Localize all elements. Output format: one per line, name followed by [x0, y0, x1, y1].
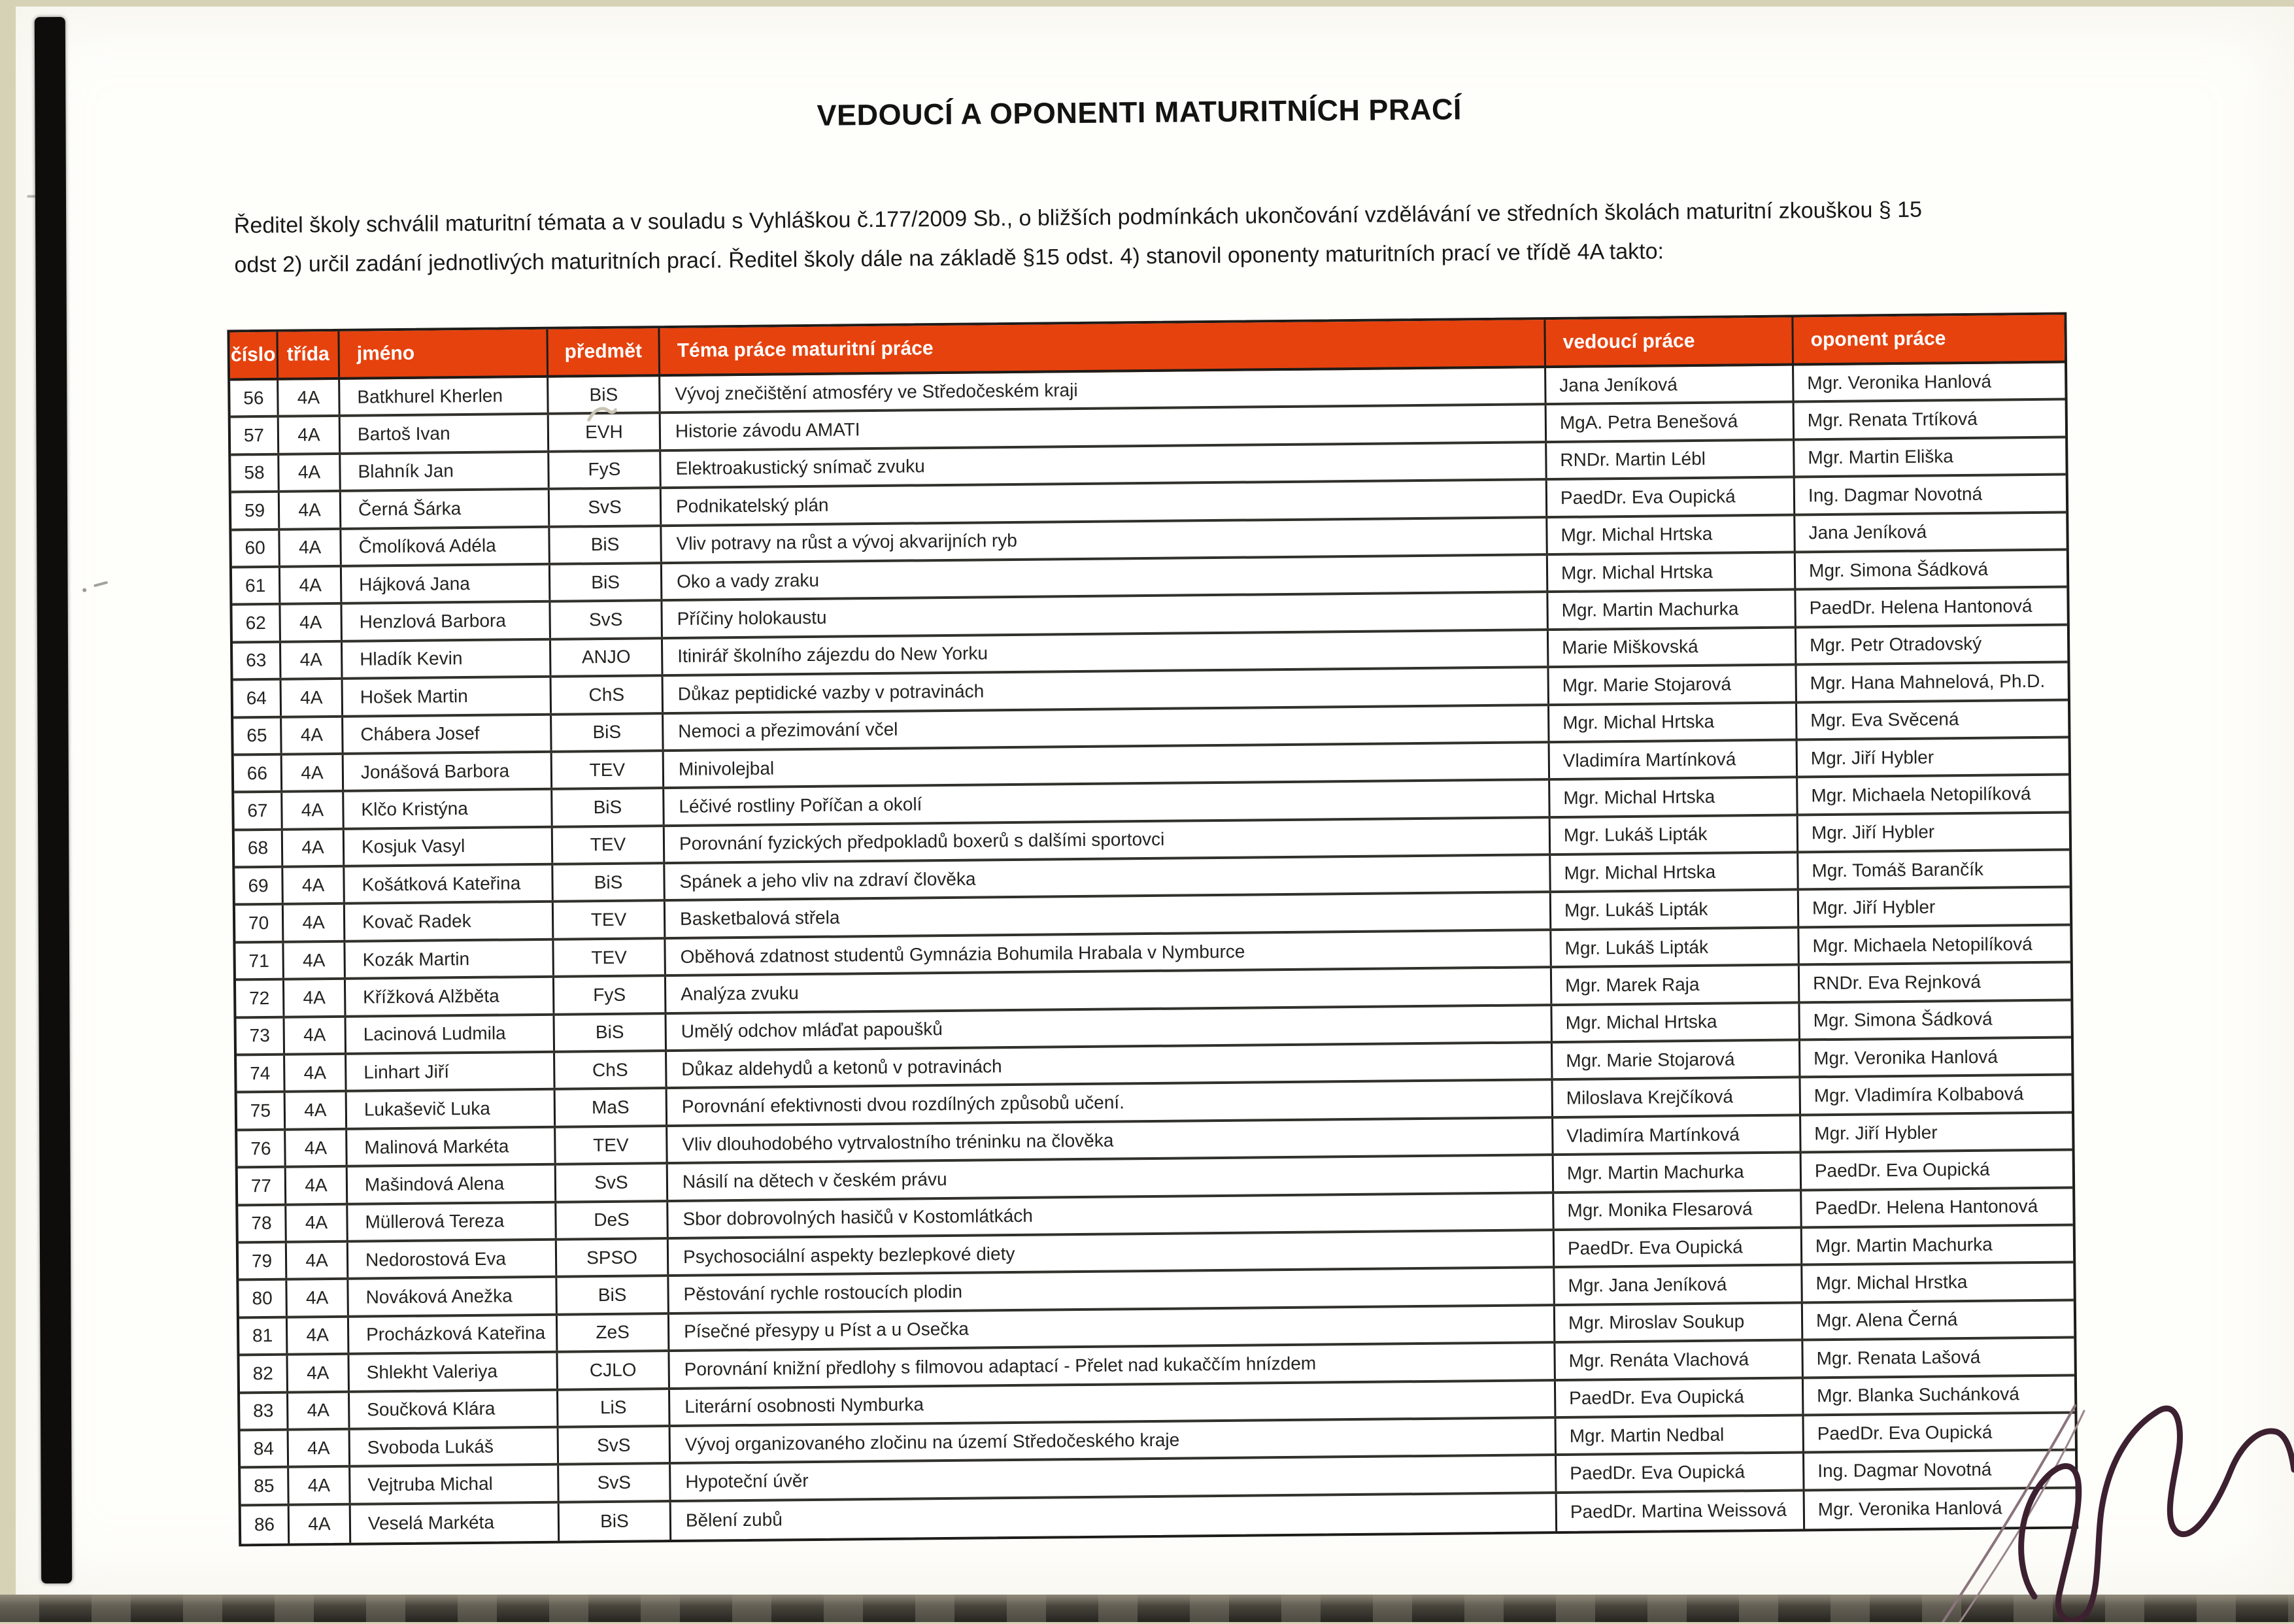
cell-oponent: Mgr. Veronika Hanlová [1817, 1497, 2002, 1520]
cell-cislo: 77 [238, 1168, 287, 1204]
cell-cislo: 71 [235, 943, 284, 979]
cell-trida: 4A [286, 1092, 348, 1128]
cell-predmet: SvS [550, 601, 663, 637]
cell-cislo: 74 [237, 1056, 286, 1091]
cell-trida: 4A [278, 380, 341, 415]
cell-jmeno: Jonášová Barbora [344, 753, 552, 790]
cell-jmeno: Svoboda Lukáš [350, 1429, 559, 1465]
column-header-tema: Téma práce maturitní práce [660, 320, 1546, 374]
cell-vedouci: Mgr. Michal Hrtska [1550, 779, 1798, 816]
cell-tema: Basketbalová střela [666, 894, 1551, 937]
intro-paragraph [234, 188, 2131, 285]
cell-predmet: BiS [554, 1015, 667, 1051]
cell-oponent: PaedDr. Helena Hantonová [1809, 596, 2033, 618]
cell-trida: 4A [285, 1017, 347, 1053]
cell-vedouci: Mgr. Martin Machurka [1554, 1154, 1802, 1191]
cell-predmet: SvS [559, 1427, 671, 1463]
cell-jmeno: Malinová Markéta [347, 1128, 556, 1165]
cell-trida: 4A [282, 717, 344, 753]
cell-cislo: 56 [230, 381, 279, 416]
cell-trida: 4A [284, 943, 346, 978]
column-header-jmeno: jméno [339, 330, 548, 377]
cell-oponent: Mgr. Petr Otradovský [1810, 634, 1982, 656]
cell-predmet: TEV [554, 902, 666, 938]
cell-jmeno: Shlekht Valeriya [349, 1353, 558, 1390]
cell-predmet: TEV [556, 1127, 668, 1163]
cell-jmeno: Kovač Radek [345, 903, 554, 939]
cell-predmet: DeS [556, 1202, 669, 1238]
cell-trida: 4A [288, 1393, 350, 1428]
cell-predmet: ANJO [551, 639, 664, 675]
cell-tema: Porovnání fyzických předpokladů boxerů s dalšími sportovci [665, 819, 1551, 862]
cell-cislo: 70 [235, 905, 284, 941]
cell-oponent: Mgr. Michaela Netopilíková [1811, 783, 2031, 806]
cell-oponent: Ing. Dagmar Novotná [1817, 1459, 1992, 1481]
cell-tema: Písečné přesypy u Píst a u Osečka [669, 1306, 1555, 1349]
cell-oponent: Jana Jeníková [1808, 521, 1927, 543]
cell-oponent: Mgr. Martin Machurka [1815, 1234, 1993, 1256]
cell-jmeno: Nováková Anežka [348, 1278, 557, 1315]
cell-tema: Násilí na dětech v českém právu [668, 1156, 1554, 1199]
cell-predmet: BiS [553, 864, 666, 900]
cell-trida: 4A [286, 1168, 348, 1203]
cell-oponent: Mgr. Tomáš Barančík [1812, 858, 1984, 881]
maturita-table [227, 312, 2078, 1546]
cell-oponent: Mgr. Jiří Hybler [1811, 821, 1935, 843]
cell-tema: Vývoj organizovaného zločinu na území Středočeského kraje [671, 1419, 1557, 1462]
cell-jmeno: Linhart Jiří [346, 1053, 555, 1090]
cell-trida: 4A [290, 1505, 352, 1543]
cell-predmet: BiS [550, 527, 662, 563]
page-title: VEDOUCÍ A OPONENTI MATURITNÍCH PRACÍ [817, 92, 1462, 132]
cell-jmeno: Hladík Kevin [343, 641, 551, 677]
cell-tema: Bělení zubů [671, 1494, 1557, 1540]
cell-tema: Sbor dobrovolných hasičů v Kostomlátkách [668, 1194, 1554, 1237]
cell-tema: Umělý odchov mláďat papoušků [666, 1006, 1552, 1049]
cell-trida: 4A [282, 792, 345, 828]
cell-tema: Elektroakustický snímač zvuku [661, 443, 1547, 486]
cell-oponent: PaedDr. Eva Oupická [1814, 1159, 1990, 1181]
cell-jmeno: Mašindová Alena [348, 1166, 556, 1202]
cell-jmeno: Lukaševič Luka [347, 1091, 556, 1127]
cell-jmeno: Kosjuk Vasyl [345, 828, 553, 864]
cell-tema: Analýza zvuku [666, 968, 1552, 1011]
cell-predmet: BiS [552, 789, 665, 825]
cell-jmeno: Blahník Jan [341, 453, 549, 490]
cell-vedouci: Miloslava Krejčíková [1553, 1079, 1801, 1116]
cell-vedouci: Mgr. Monika Flesarová [1554, 1191, 1802, 1228]
cell-predmet: EVH [549, 414, 662, 450]
cell-vedouci: Mgr. Lukáš Lipták [1551, 891, 1799, 928]
cell-vedouci: Mgr. Miroslav Soukup [1555, 1304, 1803, 1341]
cell-vedouci: Mgr. Marie Stojarová [1553, 1041, 1800, 1078]
cell-vedouci: Mgr. Lukáš Lipták [1551, 928, 1799, 966]
cell-cislo: 61 [232, 568, 281, 603]
cell-vedouci: Mgr. Michal Hrtska [1547, 516, 1795, 553]
cell-trida: 4A [283, 830, 345, 866]
cell-predmet: BiS [548, 377, 661, 413]
cell-tema: Porovnání efektivnosti dvou rozdílných způsobů učení. [667, 1081, 1553, 1125]
cell-cislo: 57 [231, 418, 280, 453]
cell-tema: Vývoj znečištění atmosféry ve Středočeském kraji [660, 368, 1546, 411]
signature-main-stroke [2021, 1408, 2294, 1621]
cell-cislo: 79 [239, 1243, 288, 1279]
cell-tema: Spánek a jeho vliv na zdraví člověka [665, 856, 1551, 899]
cell-trida: 4A [284, 905, 346, 940]
cell-vedouci: PaedDr. Eva Oupická [1557, 1454, 1804, 1491]
cell-cislo: 69 [235, 868, 284, 904]
cell-jmeno: Chábera Josef [343, 715, 552, 752]
cell-jmeno: Křížková Alžběta [346, 978, 554, 1015]
cell-jmeno: Hošek Martin [343, 678, 552, 715]
cell-oponent: Mgr. Michal Hrstka [1815, 1272, 1968, 1294]
cell-oponent: RNDr. Eva Rejnková [1812, 971, 1982, 994]
cell-cislo: 80 [239, 1281, 288, 1316]
cell-oponent: Mgr. Blanka Suchánková [1817, 1383, 2020, 1406]
cell-oponent: Mgr. Vladimíra Kolbabová [1813, 1083, 2024, 1106]
cell-oponent: Mgr. Jiří Hybler [1812, 896, 1936, 919]
cell-cislo: 85 [241, 1468, 290, 1504]
cell-trida: 4A [280, 605, 343, 640]
cell-vedouci: Mgr. Lukáš Lipták [1551, 816, 1798, 853]
cell-vedouci: Mgr. Martin Nedbal [1556, 1416, 1804, 1453]
intro-line-1: Ředitel školy schválil maturitní témata a v souladu s Vyhláškou č.177/2009 Sb., o bližších podmínkách ukončování vzdělávání ve středních školách maturitní zkouškou § 15 [233, 197, 1923, 239]
cell-tema: Důkaz aldehydů a ketonů v potravinách [667, 1043, 1553, 1087]
table-body [230, 364, 2076, 1544]
cell-oponent: Mgr. Veronika Hanlová [1807, 371, 1992, 393]
cell-cislo: 72 [236, 981, 285, 1016]
cell-jmeno: Veselá Markéta [351, 1503, 560, 1542]
cell-jmeno: Procházková Kateřina [349, 1315, 558, 1352]
cell-vedouci: Mgr. Michal Hrtska [1552, 1004, 1800, 1041]
cell-vedouci: Mgr. Marek Raja [1552, 966, 1800, 1004]
cell-oponent: Mgr. Simona Šádková [1808, 558, 1989, 581]
cell-tema: Itinirář školního zájezdu do New Yorku [663, 631, 1549, 674]
column-header-predmet: předmět [548, 328, 660, 375]
column-header-cislo: číslo [229, 332, 278, 379]
cell-trida: 4A [281, 643, 343, 678]
cell-vedouci: Mgr. Jana Jeníková [1555, 1266, 1802, 1304]
cell-vedouci: Mgr. Michal Hrtska [1548, 553, 1796, 590]
column-header-vedouci: vedoucí práce [1545, 318, 1794, 366]
cell-vedouci: Mgr. Martin Machurka [1548, 591, 1796, 628]
cell-predmet: BiS [552, 715, 664, 751]
cell-tema: Vliv potravy na růst a vývoj akvarijních ryb [662, 518, 1547, 562]
pen-mark [93, 581, 108, 587]
cell-trida: 4A [289, 1430, 351, 1466]
cell-trida: 4A [279, 455, 341, 490]
cell-tema: Pěstování rychle rostoucích plodin [669, 1268, 1555, 1311]
cell-cislo: 78 [238, 1206, 287, 1241]
cell-jmeno: Součková Klára [350, 1391, 558, 1427]
cell-predmet: MaS [556, 1090, 668, 1126]
cell-tema: Léčivé rostliny Poříčan a okolí [664, 781, 1550, 824]
cell-trida: 4A [285, 1055, 347, 1091]
signature-ink-icon [1896, 1334, 2294, 1622]
cell-jmeno: Batkhurel Kherlen [340, 378, 548, 414]
cell-oponent: PaedDr. Eva Oupická [1817, 1421, 1993, 1444]
cell-jmeno: Klčo Kristýna [344, 790, 552, 827]
cell-vedouci: PaedDr. Martina Weissová [1557, 1491, 1806, 1531]
cell-tema: Příčiny holokaustu [662, 593, 1548, 636]
cell-trida: 4A [284, 980, 346, 1015]
cell-vedouci: Mgr. Michal Hrtska [1549, 703, 1797, 741]
column-header-trida: třída [278, 331, 340, 378]
cell-vedouci: Jana Jeníková [1546, 366, 1794, 403]
pen-dot [82, 588, 86, 592]
cell-oponent: PaedDr. Helena Hantonová [1815, 1196, 2038, 1219]
cell-tema: Hypoteční úvěr [671, 1456, 1557, 1499]
cell-tema: Minivolejbal [664, 743, 1550, 787]
cell-predmet: FyS [554, 977, 667, 1013]
cell-trida: 4A [289, 1468, 351, 1503]
cell-tema: Oběhová zdatnost studentů Gymnázia Bohumila Hrabala v Nymburce [666, 931, 1551, 974]
column-header-oponent: oponent práce [1810, 328, 1946, 351]
pencil-smudge-icon [587, 405, 617, 422]
cell-predmet: BiS [557, 1277, 669, 1313]
signature-understroke [1943, 1406, 2075, 1622]
cell-tema: Oko a vady zraku [662, 556, 1548, 599]
cell-trida: 4A [280, 530, 342, 565]
cell-jmeno: Bartoš Ivan [341, 415, 549, 452]
cell-tema: Podnikatelský plán [662, 481, 1547, 524]
cell-jmeno: Henzlová Barbora [342, 603, 550, 639]
cell-tema: Psychosociální aspekty bezlepkové diety [669, 1231, 1555, 1274]
cell-oponent: Mgr. Hana Mahnelová, Ph.D. [1810, 670, 2046, 694]
cell-cislo: 86 [241, 1506, 290, 1544]
cell-oponent: Mgr. Renata Trtíková [1807, 408, 1978, 431]
cell-jmeno: Hájková Jana [342, 566, 550, 602]
cell-oponent: Mgr. Eva Svěcená [1810, 709, 1959, 731]
cell-oponent: Mgr. Jiří Hybler [1810, 747, 1934, 768]
cell-cislo: 62 [232, 605, 281, 641]
cell-trida: 4A [288, 1318, 350, 1353]
cell-oponent: Mgr. Veronika Hanlová [1813, 1046, 1999, 1068]
cell-jmeno: Müllerová Tereza [348, 1203, 556, 1240]
cell-trida: 4A [280, 567, 343, 603]
cell-cislo: 73 [237, 1018, 286, 1053]
cell-jmeno: Lacinová Ludmila [346, 1015, 555, 1052]
cell-predmet: BiS [550, 564, 663, 600]
cell-cislo: 59 [231, 493, 280, 528]
cell-predmet: SPSO [557, 1240, 669, 1276]
pen-mark-small [27, 195, 35, 197]
cell-oponent: Mgr. Martin Eliška [1808, 446, 1954, 468]
cell-trida: 4A [279, 417, 341, 452]
cell-cislo: 64 [233, 681, 282, 716]
cell-cislo: 81 [239, 1318, 288, 1353]
cell-tema: Vliv dlouhodobého vytrvalostního tréninku na člověka [667, 1119, 1553, 1162]
cell-tema: Historie závodu AMATI [661, 406, 1547, 449]
cell-trida: 4A [287, 1280, 349, 1315]
signature-understroke-2 [1960, 1411, 2084, 1622]
cell-predmet: FyS [549, 452, 662, 488]
cell-cislo: 63 [233, 643, 282, 678]
cell-trida: 4A [286, 1205, 348, 1240]
cell-jmeno: Vejtruba Michal [350, 1466, 559, 1502]
cell-trida: 4A [282, 755, 345, 790]
cell-vedouci: Mgr. Marie Stojarová [1549, 666, 1796, 703]
cell-cislo: 65 [233, 718, 282, 753]
cell-trida: 4A [288, 1355, 350, 1391]
cell-vedouci: Vladimíra Martínková [1553, 1116, 1801, 1153]
cell-vedouci: MgA. Petra Benešová [1547, 403, 1795, 441]
cell-predmet: ChS [552, 677, 664, 713]
cell-vedouci: Mgr. Renáta Vlachová [1555, 1342, 1803, 1379]
intro-line-2: odst 2) určil zadání jednotlivých maturitních prací. Ředitel školy dále na základě §15 odst. 4) stanovil oponenty maturitních prací ve třídě 4A takto: [234, 239, 1664, 278]
cell-predmet: SvS [550, 489, 662, 525]
cell-trida: 4A [280, 492, 342, 528]
cell-trida: 4A [283, 868, 345, 903]
cell-cislo: 84 [241, 1431, 290, 1466]
cell-predmet: ZeS [558, 1315, 670, 1351]
cell-oponent: Ing. Dagmar Novotná [1808, 483, 1983, 506]
cell-tema: Literární osobnosti Nymburka [670, 1381, 1556, 1425]
cell-trida: 4A [287, 1243, 349, 1278]
cell-tema: Porovnání knižní předlohy s filmovou adaptací - Přelet nad kukaččím hnízdem [669, 1344, 1555, 1387]
cell-oponent: Mgr. Renata Lašová [1816, 1346, 1981, 1369]
cell-trida: 4A [282, 680, 344, 715]
cell-vedouci: PaedDr. Eva Oupická [1555, 1228, 1802, 1266]
cell-jmeno: Kozák Martin [345, 941, 554, 977]
cell-vedouci: PaedDr. Eva Oupická [1547, 479, 1795, 516]
cell-cislo: 68 [235, 830, 284, 866]
cell-cislo: 66 [234, 756, 283, 791]
cell-predmet: SvS [556, 1164, 669, 1200]
cell-trida: 4A [286, 1130, 348, 1166]
cell-jmeno: Černá Šárka [341, 490, 550, 527]
cell-predmet: ChS [555, 1052, 667, 1088]
cell-cislo: 75 [237, 1093, 286, 1128]
cell-predmet: CJLO [558, 1352, 670, 1388]
cell-predmet: SvS [559, 1464, 671, 1500]
cell-vedouci: RNDr. Martin Lébl [1547, 441, 1795, 478]
cell-oponent: Mgr. Michaela Netopilíková [1812, 933, 2033, 956]
cell-oponent: Mgr. Simona Šádková [1813, 1008, 1993, 1031]
cell-predmet: TEV [552, 752, 665, 788]
cell-jmeno: Košátková Kateřina [345, 866, 553, 902]
cell-jmeno: Nedorostová Eva [348, 1241, 557, 1277]
cell-cislo: 60 [231, 530, 280, 566]
cell-vedouci: Marie Miškovská [1549, 628, 1796, 666]
cell-cislo: 76 [237, 1131, 286, 1166]
cell-cislo: 82 [239, 1356, 288, 1391]
cell-predmet: BiS [560, 1502, 672, 1541]
cell-vedouci: Mgr. Michal Hrtska [1551, 854, 1798, 891]
cell-predmet: TEV [554, 939, 666, 975]
cell-tema: Nemoci a přezimování včel [664, 706, 1549, 749]
cell-oponent: Mgr. Jiří Hybler [1814, 1121, 1938, 1143]
cell-cislo: 58 [231, 456, 280, 491]
cell-oponent: Mgr. Alena Černá [1815, 1309, 1958, 1331]
cell-predmet: TEV [553, 827, 666, 863]
cell-jmeno: Čmolíková Adéla [341, 528, 550, 564]
cell-vedouci: PaedDr. Eva Oupická [1556, 1379, 1804, 1416]
cell-tema: Důkaz peptidické vazby v potravinách [664, 668, 1549, 711]
cell-cislo: 67 [234, 793, 283, 828]
cell-cislo: 83 [240, 1393, 289, 1429]
cell-vedouci: Vladimíra Martínková [1550, 741, 1798, 778]
cell-predmet: LiS [558, 1390, 671, 1426]
